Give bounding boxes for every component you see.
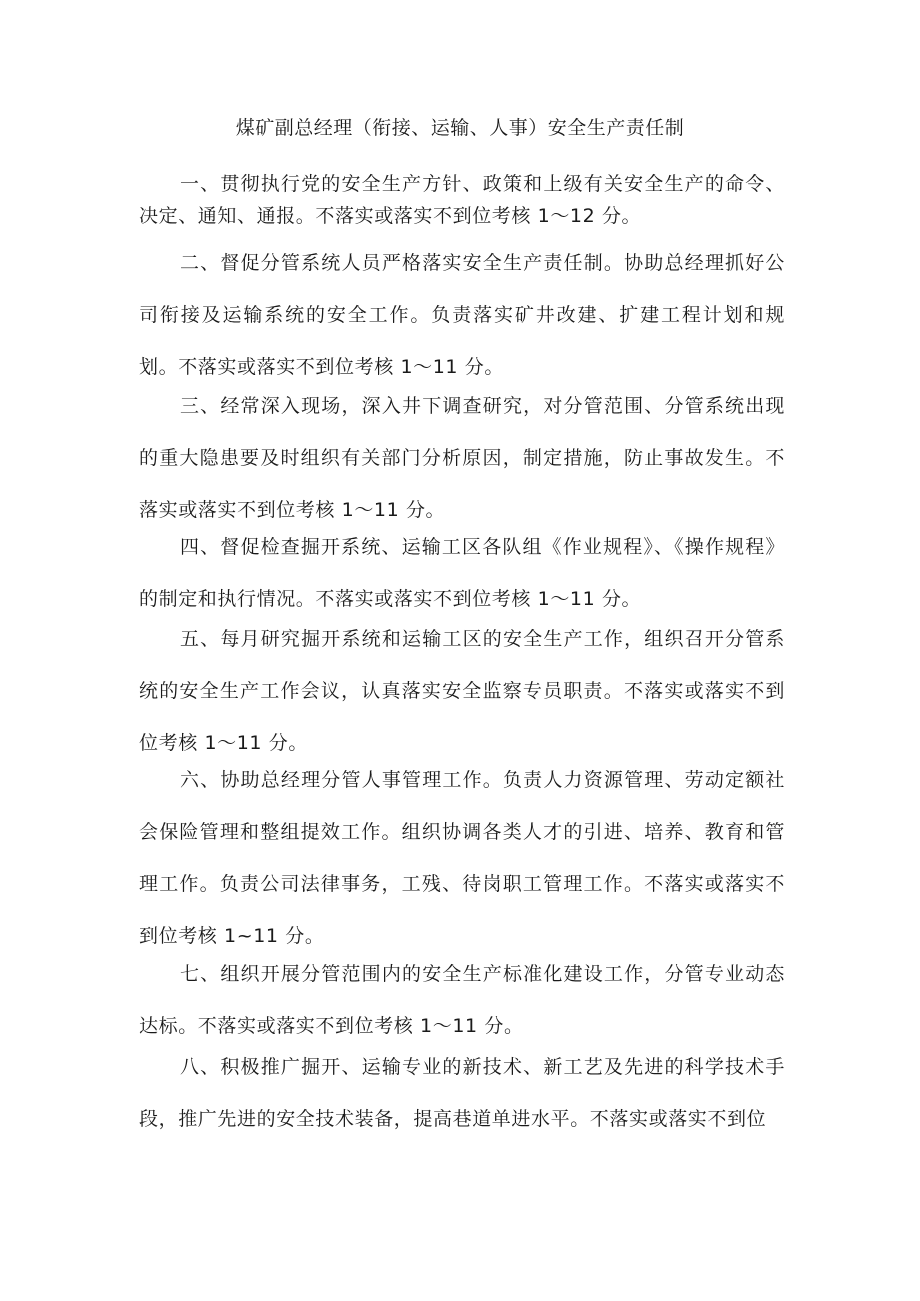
clause-7: 七、组织开展分管范围内的安全生产标准化建设工作，分管专业动态达标。不落实或落实不到位考核 1～11 分。 — [139, 963, 785, 1037]
clause-1: 一、贯彻执行党的安全生产方针、政策和上级有关安全生产的命令、决定、通知、通报。不落实或落实不到位考核 1～12 分。 — [139, 173, 785, 227]
clause-5: 五、每月研究掘开系统和运输工区的安全生产工作，组织召开分管系统的安全生产工作会议，认真落实安全监察专员职责。不落实或落实不到位考核 1～11 分。 — [139, 628, 785, 754]
clause-2: 二、督促分管系统人员严格落实安全生产责任制。协助总经理抓好公司衔接及运输系统的安全工作。负责落实矿井改建、扩建工程计划和规划。不落实或落实不到位考核 1～11 分。 — [139, 252, 785, 378]
clause-8: 八、积极推广掘开、运输专业的新技术、新工艺及先进的科学技术手段，推广先进的安全技术装备，提高巷道单进水平。不落实或落实不到位 — [139, 1056, 785, 1130]
document-title: 煤矿副总经理（衔接、运输、人事）安全生产责任制 — [235, 117, 685, 139]
clause-4: 四、督促检查掘开系统、运输工区各队组《作业规程》、《操作规程》的制定和执行情况。不落实或落实不到位考核 1～11 分。 — [139, 536, 785, 610]
clause-3: 三、经常深入现场，深入井下调查研究，对分管范围、分管系统出现的重大隐患要及时组织有关部门分析原因，制定措施，防止事故发生。不落实或落实不到位考核 1～11 分。 — [139, 395, 785, 521]
clause-6: 六、协助总经理分管人事管理工作。负责人力资源管理、劳动定额社会保险管理和整组提效工作。组织协调各类人才的引进、培养、教育和管理工作。负责公司法律事务，工残、待岗职工管理工作。不落实或落实不到位考核 1~11 分。 — [139, 769, 785, 947]
